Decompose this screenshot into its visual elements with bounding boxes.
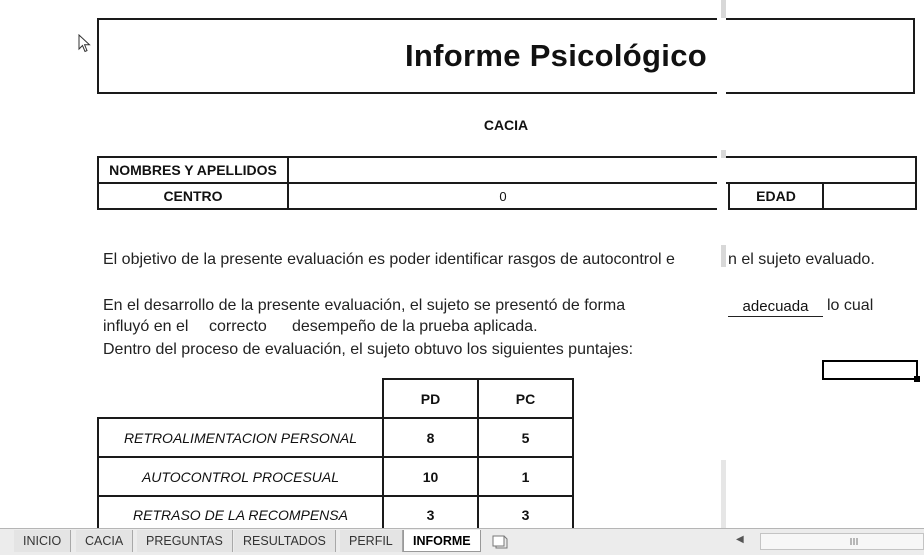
influence-word: correcto — [209, 318, 267, 335]
split-tick — [721, 0, 726, 18]
report-title-box — [97, 18, 915, 94]
edad-label: EDAD — [728, 182, 824, 210]
header-pc: PC — [477, 378, 574, 419]
paragraph-objective: El objetivo de la presente evaluación es poder identificar rasgos de autocontrol e — [103, 251, 675, 268]
horizontal-scrollbar[interactable] — [760, 533, 924, 550]
paragraph-objective-tail: n el sujeto evaluado. — [728, 251, 875, 268]
selected-cell[interactable] — [822, 360, 918, 380]
tab-informe[interactable]: INFORME — [403, 530, 481, 552]
new-sheet-icon[interactable] — [490, 534, 510, 550]
fill-handle[interactable] — [914, 376, 920, 382]
split-tick — [721, 245, 726, 267]
tab-resultados[interactable]: RESULTADOS — [234, 530, 336, 552]
scroll-left-icon[interactable]: ◀ — [736, 534, 744, 545]
split-tick — [721, 460, 726, 528]
score-row-pc: 1 — [477, 456, 574, 497]
tab-cacia[interactable]: CACIA — [76, 530, 133, 552]
paragraph-development-tail: lo cual — [827, 297, 874, 314]
centro-value[interactable]: 0 — [287, 182, 719, 210]
score-row-name: RETROALIMENTACION PERSONAL — [97, 417, 384, 458]
tab-inicio[interactable]: INICIO — [14, 530, 71, 552]
report-subtitle: CACIA — [483, 117, 529, 133]
score-row-pc: 3 — [477, 495, 574, 533]
split-tick — [721, 150, 726, 158]
score-row-name: AUTOCONTROL PROCESUAL — [97, 456, 384, 497]
paragraph-influence-end: desempeño de la prueba aplicada. — [292, 318, 538, 335]
score-row-pc: 5 — [477, 417, 574, 458]
paragraph-scores-intro: Dentro del proceso de evaluación, el sujeto obtuvo los siguientes puntajes: — [103, 341, 634, 358]
score-row-pd: 10 — [382, 456, 479, 497]
nombres-value[interactable] — [287, 156, 917, 184]
header-pd: PD — [382, 378, 479, 419]
nombres-label: NOMBRES Y APELLIDOS — [97, 156, 289, 184]
score-row-pd: 8 — [382, 417, 479, 458]
tab-preguntas[interactable]: PREGUNTAS — [137, 530, 233, 552]
mouse-pointer-icon — [78, 34, 92, 54]
paragraph-influence-start: influyó en el — [103, 318, 189, 335]
score-row-pd: 3 — [382, 495, 479, 533]
report-title: Informe Psicológico — [405, 38, 707, 73]
presentation-word[interactable]: adecuada — [728, 298, 823, 317]
centro-label: CENTRO — [97, 182, 289, 210]
paragraph-development: En el desarrollo de la presente evaluación, el sujeto se presentó de forma — [103, 297, 626, 314]
scroll-thumb-icon[interactable] — [848, 536, 860, 547]
tab-perfil[interactable]: PERFIL — [340, 530, 403, 552]
edad-value[interactable] — [822, 182, 917, 210]
score-row-name: RETRASO DE LA RECOMPENSA — [97, 495, 384, 533]
